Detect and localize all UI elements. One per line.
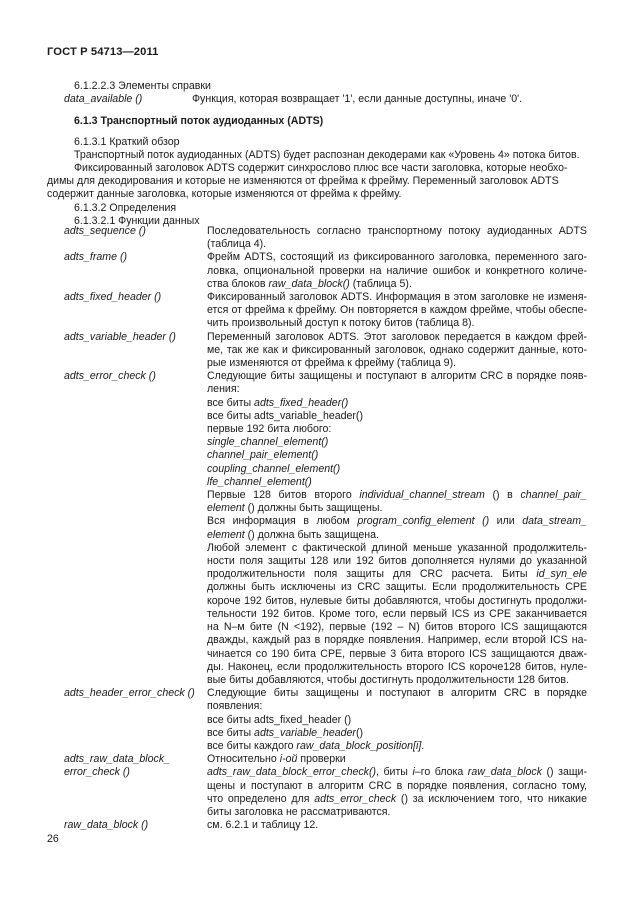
def-adts-fixed-header bbox=[47, 291, 587, 331]
def-adts-frame bbox=[47, 251, 587, 291]
paragraph-2-line-2: димы для декодирования и которые не изменяются от фрейма к фрейму. Переменный заголовок ADTS bbox=[47, 175, 559, 188]
term-adts-raw-data-block-error-check bbox=[47, 753, 207, 819]
text-run: все биты bbox=[207, 726, 255, 739]
def-line: (таблица 4). bbox=[207, 238, 267, 251]
paragraph-2-line-3: содержит данные заголовка, которые изменяются от фрейма к фрейму. bbox=[47, 188, 402, 201]
def-line bbox=[207, 568, 587, 581]
def-line: Фиксированный заголовок ADTS. Информация в этом заголовке не изменя- bbox=[207, 291, 587, 304]
def-line: ности поля защиты 128 или 192 битов дополняется нулями до указанной bbox=[207, 555, 587, 568]
def-line: чинается со 190 бита CPE, первые 3 бита второго ICS защищаются дваж- bbox=[207, 647, 587, 660]
def-line bbox=[207, 489, 587, 502]
text-run: проверки bbox=[297, 753, 346, 766]
def-line: coupling_channel_element() bbox=[207, 462, 341, 475]
def-line: все биты adts_variable_header() bbox=[207, 409, 363, 422]
text-run: или bbox=[489, 515, 523, 528]
standard-header: ГОСТ Р 54713—2011 bbox=[47, 46, 159, 58]
def-adts-header-error-check bbox=[47, 687, 587, 753]
definition-adts-sequence bbox=[207, 225, 587, 251]
italic-term: element bbox=[207, 502, 245, 515]
text-run: все биты каждого bbox=[207, 739, 297, 752]
def-line: Фрейм ADTS, состоящий из фиксированного заголовка, переменного заго- bbox=[207, 251, 587, 264]
def-line: дважды, каждый раз в порядке появления. Например, если второй ICS на- bbox=[207, 634, 587, 647]
def-line: channel_pair_element() bbox=[207, 449, 319, 462]
def-line: ме, так же как и фиксированный заголовок, однако содержит данные, кото- bbox=[207, 343, 587, 356]
def-line: все биты adts_fixed_header () bbox=[207, 713, 352, 726]
italic-term: raw_data_block() bbox=[268, 277, 350, 290]
def-line: тельности 192 битов. Кроме того, если первый ICS из CPE заканчивается bbox=[207, 607, 587, 620]
italic-term: program_config_element () bbox=[357, 515, 490, 528]
def-line bbox=[207, 727, 587, 740]
def-adts-variable-header bbox=[47, 331, 587, 371]
text-run: –го блока bbox=[414, 766, 468, 779]
def-line: Переменный заголовок ADTS. Этот заголовок передается в каждом фрей- bbox=[207, 330, 587, 343]
text-run: все биты bbox=[207, 396, 255, 409]
term-adts-variable-header: adts_variable_header () bbox=[64, 330, 176, 343]
text-run: Первые 128 битов второго bbox=[207, 489, 360, 502]
def-line: Следующие биты защищены и поступают в алгоритм CRC в порядке bbox=[207, 687, 587, 700]
italic-term: channel_pair_ bbox=[520, 489, 587, 502]
text-run: () bbox=[355, 726, 364, 739]
italic-term: raw_data_block_position[i] bbox=[296, 739, 422, 752]
term-adts-fixed-header: adts_fixed_header () bbox=[64, 291, 162, 304]
italic-term: element bbox=[207, 528, 245, 541]
term-adts-sequence: adts_sequence () bbox=[64, 225, 146, 237]
term-line: adts_raw_data_block_ bbox=[64, 753, 171, 766]
section-6-1-3-1-title: 6.1.3.1 Краткий обзор bbox=[74, 135, 180, 148]
def-line: биты заголовка не рассматриваются. bbox=[207, 805, 391, 818]
def-line: Последовательность согласно транспортному потоку аудиоданных ADTS bbox=[207, 225, 587, 237]
text-run: что определено для bbox=[207, 792, 315, 805]
text-run: (таблица 5). bbox=[349, 277, 412, 290]
def-line bbox=[207, 502, 587, 515]
italic-term: id_syn_ele bbox=[536, 568, 587, 581]
italic-term: adts_fixed_header() bbox=[254, 396, 349, 409]
def-line: Следующие биты защищены и поступают в алгоритм CRC в порядке появ- bbox=[207, 370, 587, 383]
def-line: Любой элемент с фактической длиной меньше указанной продолжитель- bbox=[207, 541, 587, 554]
def-line: на N–м бите (N <192), первые (192 – N) битов второго ICS защищаются bbox=[207, 621, 587, 634]
definition-adts-raw-data-block-error-check bbox=[207, 753, 587, 819]
definition-adts-fixed-header bbox=[207, 291, 587, 331]
section-6-1-2-2-3-title: 6.1.2.2.3 Элементы справки bbox=[74, 80, 211, 92]
def-line: должны быть исключены из CRC защиты. Если продолжительность CPE bbox=[207, 581, 587, 594]
def-line bbox=[207, 793, 587, 806]
term-adts-frame: adts_frame () bbox=[64, 251, 127, 264]
def-line: ловка, опциональной проверки на наличие ошибок и конкретного количе- bbox=[207, 264, 587, 277]
def-adts-sequence bbox=[47, 225, 587, 251]
intro-section bbox=[47, 80, 587, 228]
definition-adts-variable-header bbox=[207, 331, 587, 371]
definition-adts-frame bbox=[207, 251, 587, 291]
page-number: 26 bbox=[47, 833, 59, 845]
italic-term: individual_channel_stream bbox=[359, 489, 485, 502]
definition-adts-error-check bbox=[207, 370, 587, 687]
def-line: рые изменяются от фрейма к фрейму (таблица 9). bbox=[207, 357, 457, 370]
def-line: вые биты добавляются, чтобы достигнуть продолжительности 128 битов. bbox=[207, 673, 570, 686]
def-line: ды. Наконец, если продолжительность второго ICS короче128 битов, нуле- bbox=[207, 660, 587, 673]
def-line bbox=[207, 753, 587, 766]
text-run: Вся информация в любом bbox=[207, 515, 358, 528]
italic-term: adts_variable_header bbox=[254, 726, 356, 739]
def-line bbox=[207, 515, 587, 528]
text-run: () за исключением того, что никакие bbox=[396, 792, 587, 805]
def-line: щены и поступают в алгоритм CRC в порядке появления, согласно тому, bbox=[207, 779, 587, 792]
italic-term: data_stream_ bbox=[522, 515, 588, 528]
text-run: , биты bbox=[376, 766, 413, 779]
def-line: появления: bbox=[207, 700, 263, 713]
section-6-1-3-2-1-title: 6.1.3.2.1 Функции данных bbox=[74, 214, 200, 227]
italic-term: raw_data_block bbox=[467, 766, 542, 779]
term-raw-data-block: raw_data_block () bbox=[64, 819, 149, 832]
def-raw-data-block bbox=[47, 819, 587, 832]
def-line: чить произвольный доступ к потоку битов (таблица 8). bbox=[207, 317, 475, 330]
data-available-row bbox=[47, 93, 587, 106]
italic-term: i bbox=[412, 766, 415, 779]
italic-term: i-ой bbox=[279, 753, 298, 766]
data-functions-list bbox=[47, 225, 587, 832]
def-line bbox=[207, 740, 587, 753]
section-6-1-3-2-title: 6.1.3.2 Определения bbox=[74, 201, 177, 214]
def-adts-raw-data-block-error-check bbox=[47, 753, 587, 819]
def-line bbox=[207, 529, 587, 542]
def-line: ления: bbox=[207, 383, 240, 396]
def-line bbox=[207, 278, 587, 291]
def-adts-error-check bbox=[47, 370, 587, 687]
definition-raw-data-block bbox=[207, 819, 587, 832]
definition-adts-header-error-check bbox=[207, 687, 587, 753]
def-line: single_channel_element() bbox=[207, 436, 329, 449]
term-adts-error-check: adts_error_check () bbox=[64, 370, 156, 383]
italic-term: adts_raw_data_block_error_check() bbox=[207, 766, 376, 779]
text-run: ства блоков bbox=[207, 277, 269, 290]
data-available-definition: Функция, которая возвращает '1', если данные доступны, иначе '0'. bbox=[192, 93, 523, 106]
data-available-term: data_available () bbox=[64, 93, 143, 106]
text-run: () в bbox=[484, 489, 521, 502]
def-line bbox=[207, 766, 587, 779]
def-line: короче 192 битов, нулевые биты добавляются, чтобы достигнуть продолжи- bbox=[207, 594, 587, 607]
def-line: lfe_channel_element() bbox=[207, 475, 312, 488]
text-run: . bbox=[421, 739, 425, 752]
paragraph-1: Транспортный поток аудиоданных (ADTS) будет распознан декодерами как «Уровень 4» потока битов. bbox=[74, 148, 580, 161]
def-line: ется от фрейма к фрейму. Он повторяется в каждом фрейме, чтобы обеспе- bbox=[207, 304, 587, 317]
text-run: () защи- bbox=[542, 766, 587, 779]
section-6-1-3-title: 6.1.3 Транспортный поток аудиоданных (ADTS) bbox=[74, 115, 324, 128]
italic-term: adts_error_check bbox=[314, 792, 397, 805]
def-line: первые 192 бита любого: bbox=[207, 423, 332, 436]
def-line bbox=[207, 397, 587, 410]
def-line: см. 6.2.1 и таблицу 12. bbox=[207, 819, 319, 832]
term-adts-header-error-check: adts_header_error_check () bbox=[64, 687, 195, 700]
text-run: Относительно bbox=[207, 753, 280, 766]
text-run: продолжительности поля защиты для CRC расчета. Биты bbox=[207, 568, 537, 581]
paragraph-2-line-1: Фиксированный заголовок ADTS содержит синхрослово плюс все части заголовка, которые необхо- bbox=[74, 162, 568, 175]
text-run: () должны быть защищены. bbox=[244, 502, 383, 515]
term-line: error_check () bbox=[64, 766, 130, 779]
text-run: () должна быть защищена. bbox=[244, 528, 379, 541]
